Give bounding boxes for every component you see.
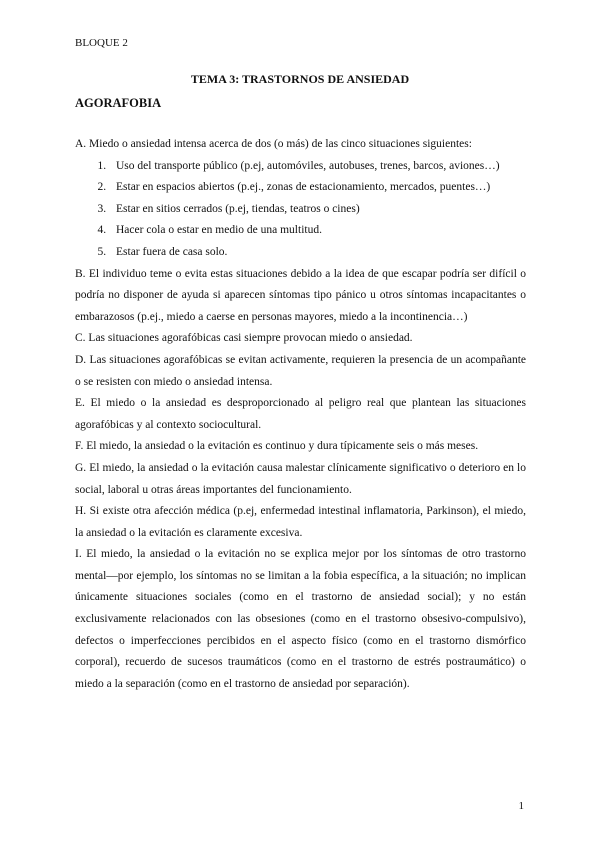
criterion-b: B. El individuo teme o evita estas situaciones debido a la idea de que escapar podría ser difícil o podría no disponer de ayuda si aparecen síntomas tipo pánico u otros síntomas incapacitantes o embarazosos (p.ej., miedo a caerse en personas mayores, miedo a la incontinencia…) <box>75 267 526 323</box>
criterion-f: F. El miedo, la ansiedad o la evitación es continuo y dura típicamente seis o más meses. <box>75 440 479 453</box>
criterion-d: D. Las situaciones agorafóbicas se evitan activamente, requieren la presencia de un acompañante o se resisten con miedo o ansiedad intensa. <box>75 353 526 388</box>
document-title: TEMA 3: TRASTORNOS DE ANSIEDAD <box>190 72 410 86</box>
situations-list <box>75 156 526 264</box>
criterion-e: E. El miedo o la ansiedad es desproporcionado al peligro real que plantean las situaciones agorafóbicas y al contexto sociocultural. <box>75 397 526 431</box>
criterion-a: A. Miedo o ansiedad intensa acerca de dos (o más) de las cinco situaciones siguientes: <box>75 138 472 150</box>
page-header: BLOQUE 2 <box>75 37 128 49</box>
list-item: 4. Hacer cola o estar en medio de una multitud. <box>109 220 526 242</box>
criterion-i: I. El miedo, la ansiedad o la evitación no se explica mejor por los síntomas de otro trastorno mental—por ejemplo, los síntomas no se limitan a la fobia específica, a la situación; no implican únicamente situaciones sociales (como en el trastorno de ansiedad social); y no están exclusivamente relacionados con las obsesiones (como en el trastorno obsesivo-compulsivo), defectos o imperfecciones percibidos en el aspecto físico (como en el trastorno dismórfico corporal), recuerdo de sucesos traumáticos (como en el trastorno de estrés postraumático) o miedo a la separación (como en el trastorno de ansiedad por separación). <box>75 548 526 690</box>
criterion-g: G. El miedo, la ansiedad o la evitación causa malestar clínicamente significativo o deterioro en lo social, laboral u otras áreas importantes del funcionamiento. <box>75 461 526 496</box>
list-item: 3. Estar en sitios cerrados (p.ej, tiendas, teatros o cines) <box>109 199 526 221</box>
page-number: 1 <box>518 800 524 812</box>
list-item: 5. Estar fuera de casa solo. <box>109 242 526 264</box>
criterion-h: H. Si existe otra afección médica (p.ej, enfermedad intestinal inflamatoria, Parkinson), el miedo, la ansiedad o la evitación es claramente excesiva. <box>75 505 526 539</box>
criterion-c: C. Las situaciones agorafóbicas casi siempre provocan miedo o ansiedad. <box>75 332 413 345</box>
list-item: 1. Uso del transporte público (p.ej, automóviles, autobuses, trenes, barcos, aviones…) <box>109 156 526 178</box>
document-body <box>75 134 526 695</box>
section-heading: AGORAFOBIA <box>75 96 162 110</box>
list-item: 2. Estar en espacios abiertos (p.ej., zonas de estacionamiento, mercados, puentes…) <box>109 177 526 199</box>
